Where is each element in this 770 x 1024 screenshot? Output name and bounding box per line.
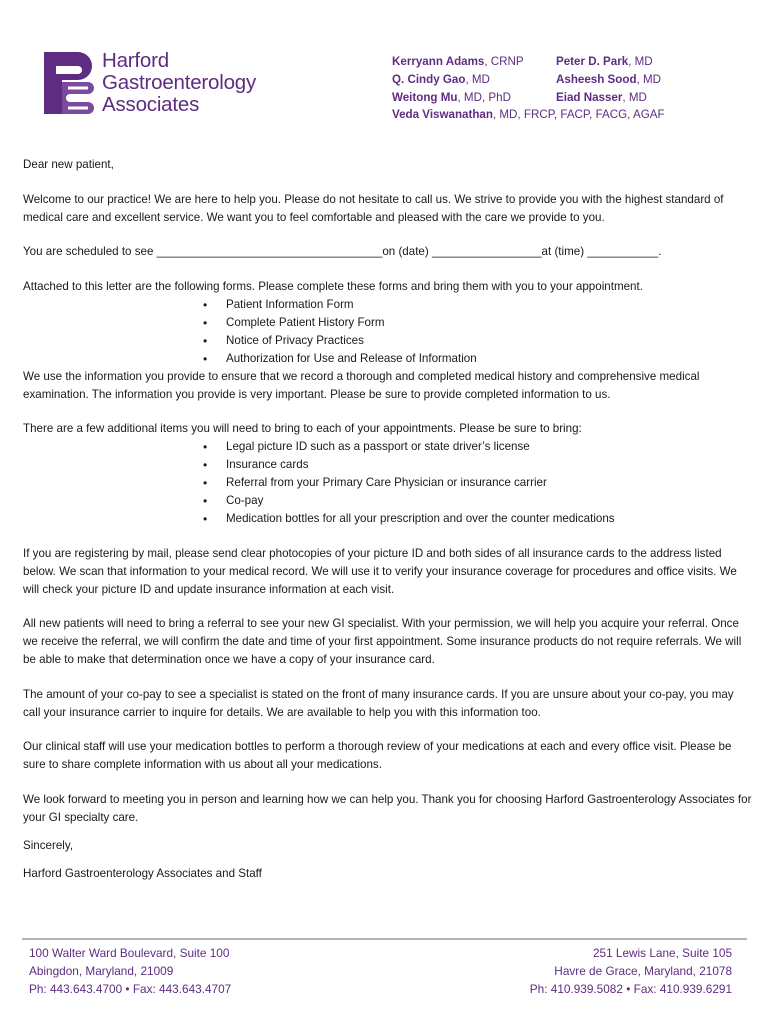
logo-line-1: Harford [102, 49, 169, 72]
physician-credentials: , MD, PhD [457, 90, 511, 104]
physician-credentials: , MD [622, 90, 647, 104]
footer-phone-fax: Ph: 443.643.4700 • Fax: 443.643.4707 [29, 982, 232, 996]
physician-name: Q. Cindy Gao [392, 72, 466, 86]
signoff: Sincerely, [23, 838, 74, 852]
referral-paragraph: All new patients will need to bring a referral to see your new GI specialist. With your permission, we will help you acquire your referral. Once we receive the referral, we will confirm the date and time of your first appointment. Some insurance products do not require referrals. We will be able to make that determination once we have a copy of your insurance card. [23, 617, 742, 666]
footer-address-abingdon [29, 944, 231, 998]
medications-paragraph: Our clinical staff will use your medication bottles to perform a thorough review of your medications at each and every office visit. Please be sure to share complete information with us about all your medications. [23, 740, 732, 771]
information-paragraph: We use the information you provide to ensure that we record a thorough and completed medical history and comprehensive medical examination. The information you provide is very important. Please be sure to provide completed information to us. [23, 369, 700, 401]
physician-row [392, 106, 665, 124]
appointment-line: You are scheduled to see ___________________________________on (date) _________________at (time) ___________. [23, 245, 662, 258]
physician-name: Peter D. Park [556, 55, 629, 68]
logo-line-2: Gastroenterology [102, 71, 257, 94]
physician-entry [392, 108, 665, 121]
physician-list [392, 53, 665, 124]
list-item: • Legal picture ID such as a passport or state driver’s license [203, 438, 753, 456]
items-list [23, 438, 753, 528]
footer-street: 100 Walter Ward Boulevard, Suite 100 [29, 946, 230, 960]
list-item: • Patient Information Form [203, 296, 753, 314]
copay-paragraph: The amount of your co-pay to see a specialist is stated on the front of many insurance cards. If you are unsure about your co-pay, you may call your insurance carrier to inquire for details. We are available to help you with this information too. [23, 687, 734, 719]
footer-divider [22, 938, 747, 940]
physician-name: Veda Viswanathan [392, 108, 493, 122]
practice-logo [36, 48, 286, 124]
physician-entry [556, 53, 653, 71]
physician-name: Weitong Mu [392, 90, 458, 104]
physician-credentials: , MD, FRCP, FACP, FACG, AGAF [492, 108, 665, 122]
physician-name: Eiad Nasser [556, 90, 623, 104]
footer-phone-fax: Ph: 410.939.5082 • Fax: 410.939.6291 [529, 982, 732, 996]
welcome-paragraph: Welcome to our practice! We are here to help you. Please do not hesitate to call us. We strive to provide you with the highest standard of medical care and excellent service. We want you to feel comfortable and pleased with the care we provide to you. [23, 192, 724, 224]
signature: Harford Gastroenterology Associates and Staff [23, 866, 262, 880]
logo-line-3: Associates [102, 93, 200, 116]
physician-name: Asheesh Sood [556, 72, 637, 86]
physician-entry [556, 71, 661, 89]
letter-body [23, 156, 753, 883]
physician-credentials: , MD [636, 72, 662, 86]
stomach-intestine-logo-icon [36, 48, 98, 120]
logo-wordmark [102, 50, 256, 116]
closing-paragraph: We look forward to meeting you in person and learning how we can help you. Thank you for choosing Harford Gastroenterology Associates for your GI specialty care. [23, 792, 752, 824]
physician-entry [392, 91, 511, 104]
physician-row [392, 53, 665, 71]
items-intro: There are a few additional items you will need to bring to each of your appointments. Please be sure to bring: [23, 422, 582, 435]
forms-intro: Attached to this letter are the following forms. Please complete these forms and bring them with you to your appointment. [23, 279, 643, 293]
list-item: • Co-pay [203, 492, 753, 510]
footer-address-havre-de-grace [530, 944, 732, 998]
physician-row [392, 71, 665, 89]
list-item: • Complete Patient History Form [203, 314, 753, 332]
footer-street: 251 Lewis Lane, Suite 105 [592, 946, 732, 960]
list-item: • Medication bottles for all your prescription and over the counter medications [203, 510, 753, 528]
forms-list [23, 296, 753, 368]
footer-city: Havre de Grace, Maryland, 21078 [554, 964, 732, 978]
mail-paragraph: If you are registering by mail, please send clear photocopies of your picture ID and both sides of all insurance cards to the address listed below. We scan that information to your medical record. We will use it to verify your insurance coverage for procedures and office visits. We will check your picture ID and update insurance information at each visit. [23, 546, 737, 596]
physician-entry [392, 73, 490, 86]
physician-entry [556, 89, 647, 107]
list-item: • Referral from your Primary Care Physician or insurance carrier [203, 474, 753, 492]
footer-city: Abingdon, Maryland, 21009 [29, 964, 174, 978]
greeting: Dear new patient, [23, 158, 114, 171]
list-item: • Notice of Privacy Practices [203, 332, 753, 350]
list-item: • Insurance cards [203, 456, 753, 474]
physician-credentials: , MD [628, 55, 653, 68]
physician-name: Kerryann Adams [392, 55, 485, 68]
physician-row [392, 89, 665, 107]
physician-credentials: , MD [465, 72, 490, 86]
list-item: • Authorization for Use and Release of Information [203, 350, 753, 368]
physician-credentials: , CRNP [484, 55, 524, 68]
physician-entry [392, 55, 524, 68]
